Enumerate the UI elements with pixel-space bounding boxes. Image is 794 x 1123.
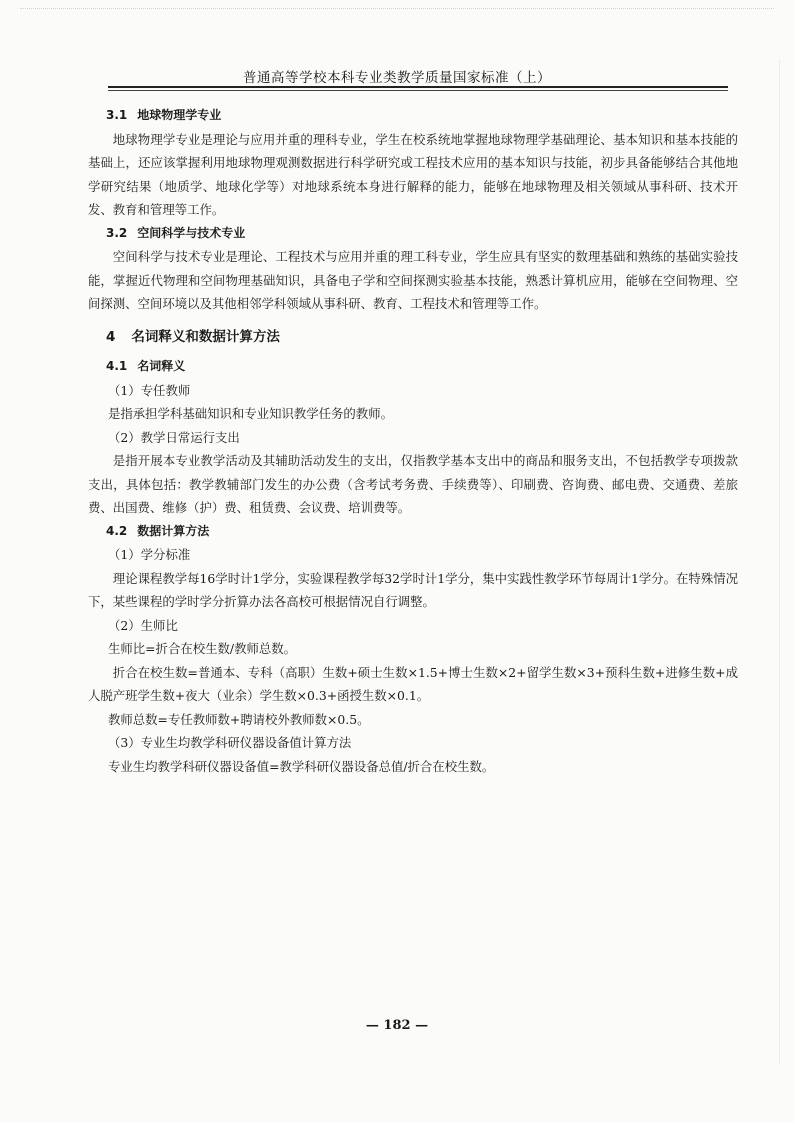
header-rule xyxy=(108,86,728,88)
section-body-3-2: 空间科学与技术专业是理论、工程技术与应用并重的理工科专业，学生应具有坚实的数理基础和熟练的基础实验技能，掌握近代物理和空间物理基础知识，具备电子学和空间探测实验基本技能，熟悉计算机应用，能够在空间物理、空间探测、空间环境以及其他相邻学科领域从事科研、教育、工程技术和管理等工作。 xyxy=(88,249,738,311)
term-title-2: （2）教学日常运行支出 xyxy=(108,429,240,445)
chapter-title: 名词释义和数据计算方法 xyxy=(131,328,280,345)
section-heading-4-1 xyxy=(88,355,738,379)
section-heading-3-2 xyxy=(88,222,738,246)
running-header: 普通高等学校本科专业类教学质量国家标准（上） xyxy=(243,70,551,86)
method-body-1: 理论课程教学每16学时计1学分，实验课程教学每32学时计1学分，集中实践性教学环节每周计1学分。在特殊情况下，某些课程的学时学分折算办法各高校可根据情况自行调整。 xyxy=(88,570,738,609)
scan-artifact-top xyxy=(20,8,774,19)
section-title: 名词释义 xyxy=(137,359,186,373)
section-title: 空间科学与技术专业 xyxy=(137,225,246,240)
section-number: 4.2 xyxy=(106,523,128,538)
section-number: 4.1 xyxy=(106,359,128,373)
method-formula-students: 折合在校生数=普通本、专科（高职）生数+硕士生数×1.5+博士生数×2+留学生数×3+预科生数+进修生数+成人脱产班学生数+夜大（业余）学生数×0.3+函授生数×0.1。 xyxy=(88,664,738,703)
section-heading-4-2 xyxy=(88,520,738,544)
method-formula-equipment: 专业生均教学科研仪器设备值=教学科研仪器设备总值/折合在校生数。 xyxy=(108,758,495,774)
method-formula-teachers: 教师总数=专任教师数+聘请校外教师数×0.5。 xyxy=(108,711,370,727)
header-rule-thin xyxy=(108,90,728,91)
page-content xyxy=(88,104,738,778)
term-title-1: （1）专任教师 xyxy=(108,382,191,398)
section-body-3-1: 地球物理学专业是理论与应用并重的理科专业，学生在校系统地掌握地球物理学基础理论、基本知识和基本技能的基础上，还应该掌握利用地球物理观测数据进行科学研究或工程技术应用的基本知识与技能，初步具备能够结合其他地学研究结果（地质学、地球化学等）对地球系统本身进行解释的能力，能够在地球物理及相关领域从事科研、技术开发、教育和管理等工作。 xyxy=(88,131,738,217)
method-title-2: （2）生师比 xyxy=(108,617,178,633)
method-title-1: （1）学分标准 xyxy=(108,547,191,562)
method-formula-ratio: 生师比=折合在校生数/教师总数。 xyxy=(108,641,297,656)
page-number: — 182 — xyxy=(365,1018,429,1033)
chapter-heading-4 xyxy=(88,326,738,350)
section-title: 数据计算方法 xyxy=(137,523,210,538)
method-title-3: （3）专业生均教学科研仪器设备值计算方法 xyxy=(108,735,352,750)
section-number: 3.1 xyxy=(106,108,128,122)
scan-artifact-margin xyxy=(778,60,780,1063)
section-number: 3.2 xyxy=(106,225,128,240)
term-body-1: 是指承担学科基础知识和专业知识教学任务的教师。 xyxy=(108,406,393,421)
section-title: 地球物理学专业 xyxy=(137,108,222,122)
section-heading-3-1 xyxy=(88,104,738,128)
term-body-2: 是指开展本专业教学活动及其辅助活动发生的支出，仅指教学基本支出中的商品和服务支出，不包括教学专项拨款支出，具体包括：教学教辅部门发生的办公费（含考试考务费、手续费等）、印刷费、咨询费、邮电费、交通费、差旅费、出国费、维修（护）费、租赁费、会议费、培训费等。 xyxy=(88,453,738,515)
chapter-number: 4 xyxy=(106,328,116,345)
